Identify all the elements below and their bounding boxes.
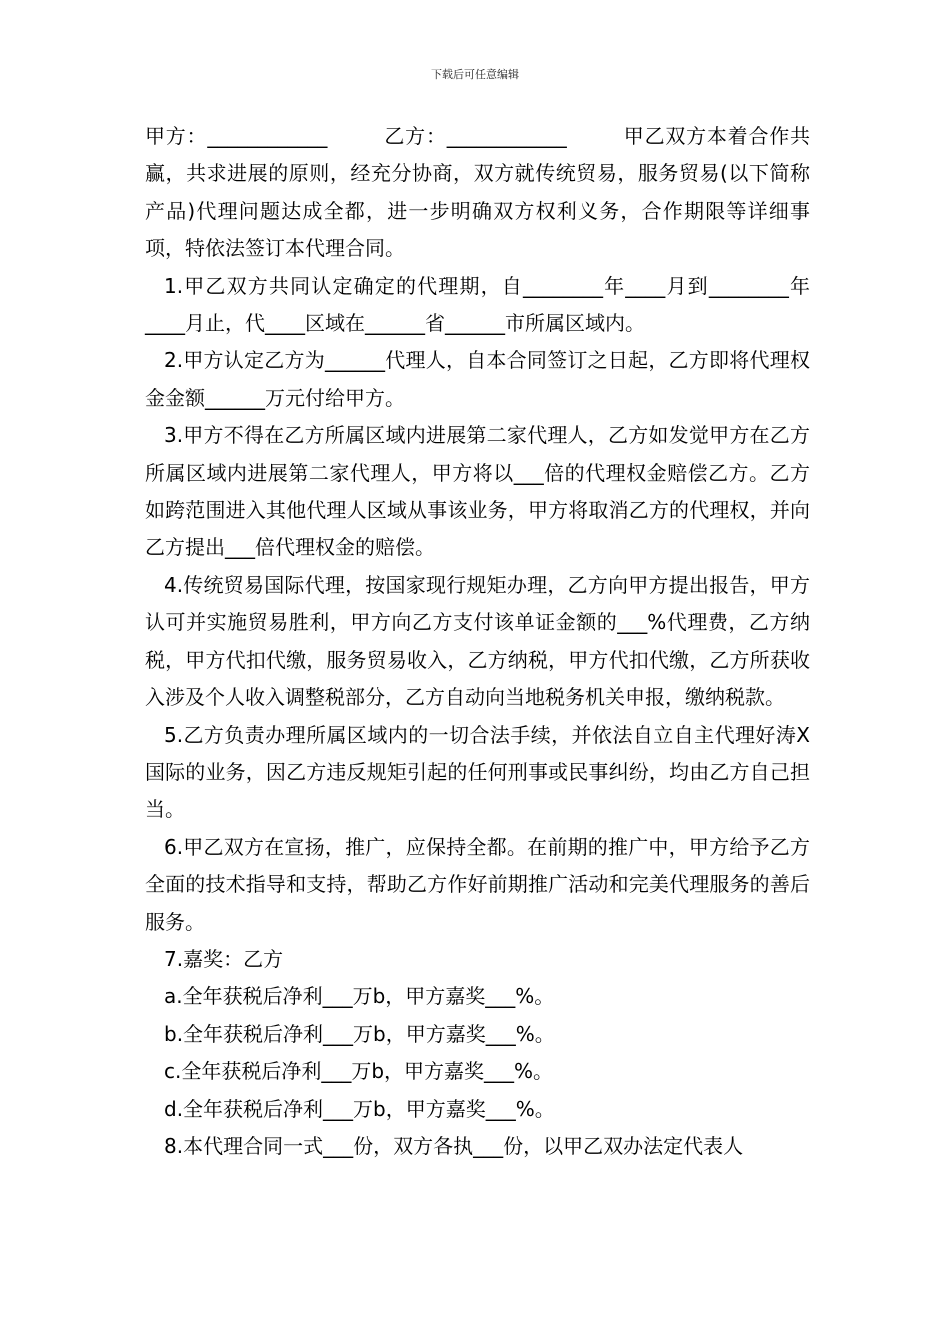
clause-5: 5.乙方负责办理所属区域内的一切合法手续，并依法自立自主代理好涛X国际的业务，因乙方违反规矩引起的任何刑事或民事纠纷，均由乙方自己担当。 xyxy=(145,722,810,822)
clause-7: 7.嘉奖：乙方 xyxy=(164,946,284,971)
reward-item-c: c.全年获税后净利___万b，甲方嘉奖___%。 xyxy=(164,1059,554,1084)
reward-item-d: d.全年获税后净利___万b，甲方嘉奖___%。 xyxy=(164,1096,555,1121)
clause-2: 2.甲方认定乙方为______代理人，自本合同签订之日起，乙方即将代理权金金额______万元付给甲方。 xyxy=(145,348,810,410)
clause-6: 6.甲乙双方在宣扬，推广，应保持全都。在前期的推广中，甲方给予乙方全面的技术指导和支持，帮助乙方作好前期推广活动和完美代理服务的善后服务。 xyxy=(145,834,810,934)
header-note: 下载后可任意编辑 xyxy=(431,68,519,81)
clause-8: 8.本代理合同一式___份，双方各执___份，以甲乙双办法定代表人 xyxy=(164,1133,744,1158)
clause-4: 4.传统贸易国际代理，按国家现行规矩办理，乙方向甲方提出报告，甲方认可并实施贸易胜利，甲方向乙方支付该单证金额的___%代理费，乙方纳税，甲方代扣代缴，服务贸易收入，乙方纳税，甲方代扣代缴，乙方所获收入涉及个人收入调整税部分，乙方自动向当地税务机关申报，缴纳税款。 xyxy=(145,572,810,710)
clause-3: 3.甲方不得在乙方所属区域内进展第二家代理人，乙方如发觉甲方在乙方所属区域内进展第二家代理人，甲方将以___倍的代理权金赔偿乙方。乙方如跨范围进入其他代理人区域从事该业务，甲方将取消乙方的代理权，并向乙方提出___倍代理权金的赔偿。 xyxy=(145,423,810,560)
contract-body xyxy=(145,118,810,1165)
clause-1: 1.甲乙双方共同认定确定的代理期，自________年____月到________年____月止，代____区域在______省______市所属区域内。 xyxy=(145,273,810,336)
intro-paragraph: 甲方：____________ 乙方：____________ 甲乙双方本着合作共赢，共求进展的原则，经充分协商，双方就传统贸易，服务贸易(以下简称产品)代理问题达成全都，进一步明确双方权利义务，合作期限等详细事项，特依法签订本代理合同。 xyxy=(145,124,810,261)
reward-item-a: a.全年获税后净利___万b，甲方嘉奖___%。 xyxy=(164,984,555,1009)
reward-item-b: b.全年获税后净利___万b，甲方嘉奖___%。 xyxy=(164,1021,555,1046)
